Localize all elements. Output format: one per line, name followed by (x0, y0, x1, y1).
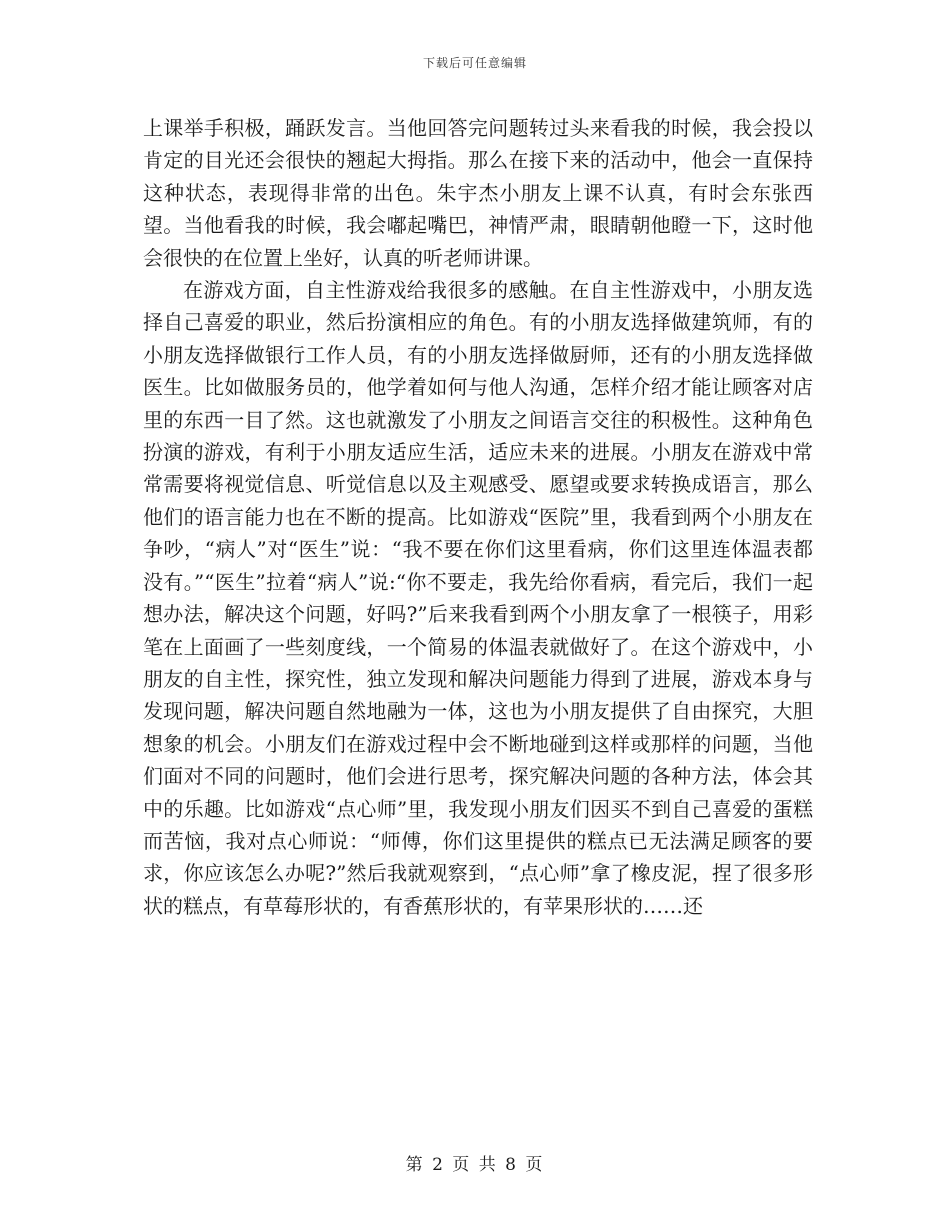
page-number-footer: 第 2 页 共 8 页 (405, 1155, 545, 1175)
document-body (143, 112, 813, 922)
paragraph-2: 在游戏方面，自主性游戏给我很多的感触。在自主性游戏中，小朋友选择自己喜爱的职业，然后扮演相应的角色。有的小朋友选择做建筑师，有的小朋友选择做银行工作人员，有的小朋友选择做厨师，还有的小朋友选择做医生。比如做服务员的，他学着如何与他人沟通，怎样介绍才能让顾客对店里的东西一目了然。这也就激发了小朋友之间语言交往的积极性。这种角色扮演的游戏，有利于小朋友适应生活，适应未来的进展。小朋友在游戏中常常需要将视觉信息、听觉信息以及主观感受、愿望或要求转换成语言，那么他们的语言能力也在不断的提高。比如游戏“医院”里，我看到两个小朋友在争吵，“病人”对“医生”说：“我不要在你们这里看病，你们这里连体温表都没有。”“医生”拉着“病人”说:“你不要走，我先给你看病，看完后，我们一起想办法，解决这个问题，好吗?”后来我看到两个小朋友拿了一根筷子，用彩笔在上面画了一些刻度线，一个简易的体温表就做好了。在这个游戏中，小朋友的自主性，探究性，独立发现和解决问题能力得到了进展，游戏本身与发现问题，解决问题自然地融为一体，这也为小朋友提供了自由探究，大胆想象的机会。小朋友们在游戏过程中会不断地碰到这样或那样的问题，当他们面对不同的问题时，他们会进行思考，探究解决问题的各种方法，体会其中的乐趣。比如游戏“点心师”里，我发现小朋友们因买不到自己喜爱的蛋糕而苦恼，我对点心师说：“师傅，你们这里提供的糕点已无法满足顾客的要求，你应该怎么办呢?”然后我就观察到，“点心师”拿了橡皮泥，捏了很多形状的糕点，有草莓形状的，有香蕉形状的，有苹果形状的……还 (143, 278, 813, 918)
page-header: 下载后可任意编辑 (422, 56, 527, 70)
paragraph-1: 上课举手积极，踊跃发言。当他回答完问题转过头来看我的时候，我会投以肯定的目光还会很快的翘起大拇指。那么在接下来的活动中，他会一直保持这种状态，表现得非常的出色。朱宇杰小朋友上课不认真，有时会东张西望。当他看我的时候，我会嘟起嘴巴，神情严肃，眼睛朝他瞪一下，这时他会很快的在位置上坐好，认真的听老师讲课。 (143, 116, 813, 270)
